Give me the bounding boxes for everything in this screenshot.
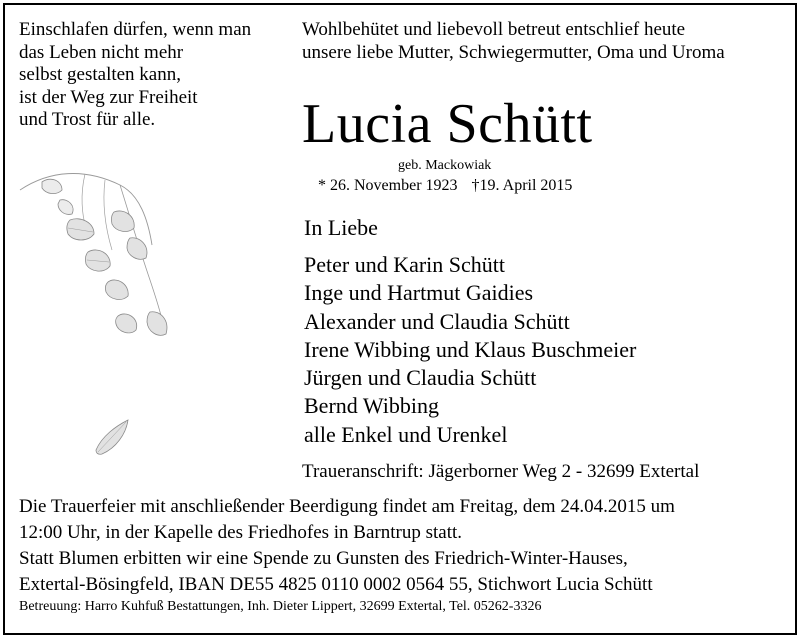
mourning-address: Traueranschrift: Jägerborner Weg 2 - 32699 Extertal [302, 461, 700, 482]
deceased-name: Lucia Schütt [302, 93, 593, 155]
poem-line: ist der Weg zur Freiheit [19, 86, 198, 108]
ceremony-line: Die Trauerfeier mit anschließender Beerdigung findet am Freitag, dem 24.04.2015 um [19, 496, 675, 517]
undertaker-info: Betreuung: Harro Kuhfuß Bestattungen, Inh. Dieter Lippert, 32699 Extertal, Tel. 05262-3326 [19, 599, 542, 614]
ceremony-line: 12:00 Uhr, in der Kapelle des Friedhofes in Barntrup statt. [19, 522, 463, 543]
poem-line: selbst gestalten kann, [19, 64, 181, 85]
mourners-heading: In Liebe [304, 215, 378, 240]
intro-text [302, 19, 725, 64]
mourner-name: Peter und Karin Schütt [304, 252, 506, 277]
mourner-name: Irene Wibbing und Klaus Buschmeier [304, 336, 637, 362]
birch-leaves-icon [10, 150, 300, 470]
intro-line: Wohlbehütet und liebevoll betreut entschlief heute [302, 19, 686, 40]
mourners-list [304, 251, 636, 449]
ceremony-info [19, 494, 675, 598]
mourner-name: Bernd Wibbing [304, 393, 439, 419]
mourner-name: Inge und Hartmut Gaidies [304, 280, 534, 306]
death-date: †19. April 2015 [471, 177, 573, 194]
intro-line: unsere liebe Mutter, Schwiegermutter, Oma und Uroma [302, 41, 725, 63]
ceremony-line: Extertal-Bösingfeld, IBAN DE55 4825 0110 0002 0564 55, Stichwort Lucia Schütt [19, 574, 653, 595]
poem-line: Einschlafen dürfen, wenn man [19, 19, 252, 40]
poem [19, 19, 251, 132]
poem-line: das Leben nicht mehr [19, 41, 184, 63]
mourner-name: Alexander und Claudia Schütt [304, 308, 570, 334]
poem-line: und Trost für alle. [19, 109, 156, 130]
mourner-name: alle Enkel und Urenkel [304, 421, 508, 447]
birth-date: * 26. November 1923 [318, 177, 458, 194]
life-dates [318, 176, 586, 196]
maiden-name: geb. Mackowiak [398, 158, 492, 173]
ceremony-line: Statt Blumen erbitten wir eine Spende zu Gunsten des Friedrich-Winter-Hauses, [19, 548, 628, 569]
mourner-name: Jürgen und Claudia Schütt [304, 365, 537, 391]
